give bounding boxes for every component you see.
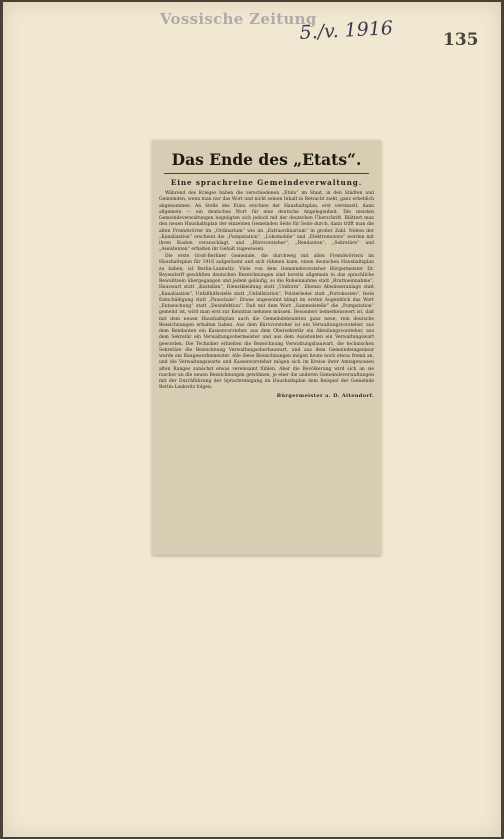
article-title: Das Ende des „Etats“. bbox=[171, 150, 362, 169]
newspaper-clipping bbox=[152, 140, 381, 555]
article-signature: Bürgermeister a. D. Altendorf. bbox=[276, 392, 374, 399]
article-paragraph: Während des Krieges haben die verschiedenen „Etats“ im Staat, in den Städten und Gemeinden, wenn man nur das Wort und nicht seinen Inhalt in Betracht zieht, ganz erheblich abgenommen. An Stelle des Etats erschien der Haushaltsplan, erst vereinzelt, dann allgemein — ein deutsches Wort für eine deutsche Angelegenheit. Die meisten Gemeindeverwaltungen begnügten sich jedoch mit der deutschen Überschrift. Blättert man den neuen Haushaltsplan der einzelnen Gemeinden Seite für Seite durch, dann trifft man die alten Fremdwörter im „Ordinarium“ wie im „Extraordinarium“ in großer Zahl. Neben der „Kanalisation“ erscheint die „Pumpstation“, „Lokomobile“ und „Elektromotore“ werden mit ihren Kosten veranschlagt, und „Bürovorsteher“, „Rendanten“, „Sekretäre“ und „Assistenten“ erhalten ihr Gehalt zugewiesen. bbox=[159, 191, 374, 253]
archive-page bbox=[3, 2, 501, 837]
title-divider bbox=[164, 173, 369, 174]
article-paragraph: Die erste Groß-Berliner Gemeinde, die durchweg mit allen Fremdwörtern im Haushaltsplan für 1916 aufgeräumt und sich rühmen kann, einen deutschen Haushaltsplan zu haben, ist Berlin-Lankwitz. Viele von dem Gemeindevorsteher Bürgermeister Dr. Beyendorff gewählten deutschen Bezeichnungen sind bereits allgemein in das sprachliche Bewußtsein übergegangen und jedem geläufig, so die Roheinnahme statt „Bruttoeinnahme“, Hauswart statt „Kastellan“, Dienstkleidung statt „Uniform“. Ebenso Abwässeranlage statt „Kanalisation“, Unfallhilfsstelle statt „Unfallstation“, Polsterleder statt „Portokosten“, feste Entschädigung statt „Pauschale“. Etwas ungewohnt klingt im ersten Augenblick das Wort „Entseuchung“ statt „Desinfektion“. Daß mit dem Wort „Sammelstelle“ die „Pumpstation“ gemeint ist, wird man erst zur Kenntnis nehmen müssen. Besonders bemerkenswert ist, daß mit dem neuen Haushaltsplan auch die Gemeindebeamten ganz neue, rein deutsche Bezeichnungen erhalten haben. Aus dem Bürovorsteher ist ein Verwaltungsvorsteher, aus dem Rendanten ein Kassenvorsteher, aus dem Obersekretär ein Abteilungsvorsteher, aus dem Sekretär ein Verwaltungsobermeister und aus dem Assistenten ein Verwaltungswart geworden. Die Techniker erhielten die Bezeichnung Verwaltungsbauwart, die technischen Sekretäre die Bezeichnung Verwaltungsoberbauwart, und aus dem Gemeindeingenieur wurde ein Baugewerkemeister. Alle diese Bezeichnungen mögen heute noch etwas fremd an, und die Verwaltungswarte und Kassenvorsteher mögen sich im Kreise ihrer Amtsgenossen alten Ranges zunächst etwas vereinsamt fühlen. Aber die Bevölkerung wird sich an sie rascher an die neuen Bezeichnungen gewöhnen, je eher die anderen Gemeindeverwaltungen mit der Durchführung der Sprachreinigung im Haushaltsplan dem Beispiel der Gemeinde Berlin-Lankwitz folgen. bbox=[159, 254, 374, 391]
article-subtitle: Eine sprachreine Gemeindeverwaltung. bbox=[170, 178, 363, 187]
newspaper-masthead-stamp: Vossische Zeitung bbox=[160, 10, 317, 28]
handwritten-date: 5./v. 1916 bbox=[299, 17, 394, 44]
page-number: 135 bbox=[443, 30, 479, 50]
article-body bbox=[152, 191, 381, 399]
